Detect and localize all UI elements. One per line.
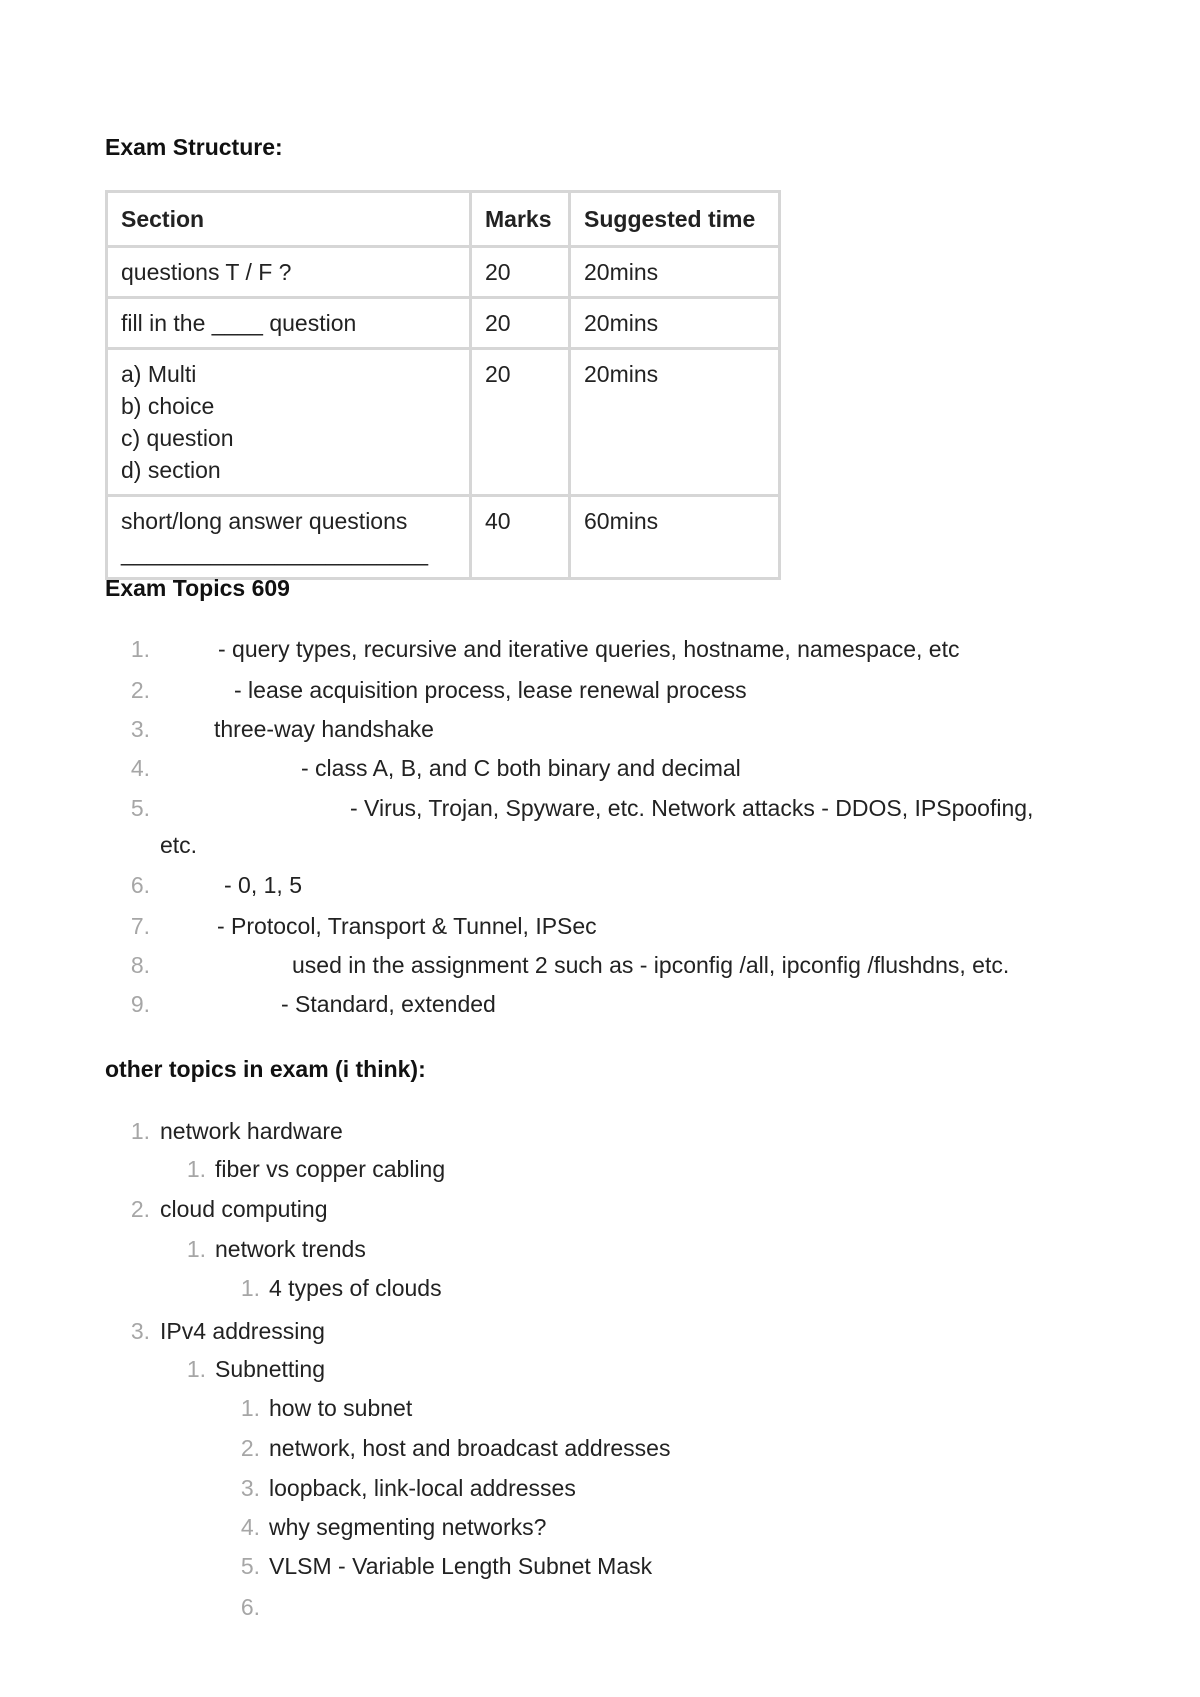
list-text: cloud computing [160,1196,328,1222]
section-cell: fill in the ____ question [107,298,471,349]
list-text: - class A, B, and C both binary and decimal [301,755,741,781]
section-line: short/long answer questions [121,508,408,534]
list-text: etc. [160,832,198,858]
marks-cell: 20 [471,349,570,496]
table-row [107,496,780,579]
list-number: 2. [240,1435,260,1461]
section-line: a) Multi [121,361,197,387]
exam-topics-heading: Exam Topics 609 [105,575,290,601]
column-header-suggested-time: Suggested time [570,192,780,247]
list-text: loopback, link-local addresses [269,1475,576,1501]
list-number: 1. [186,1236,206,1262]
list-number: 4. [130,755,150,781]
table-row [107,298,780,349]
list-number: 2. [130,677,150,703]
exam-structure-heading: Exam Structure: [105,134,283,160]
section-line: b) choice [121,393,215,419]
list-text: - Virus, Trojan, Spyware, etc. Network attacks - DDOS, IPSpoofing, [350,795,1034,821]
list-number: 8. [130,952,150,978]
list-number: 3. [130,716,150,742]
time-cell: 20mins [570,247,780,298]
list-number: 1. [240,1395,260,1421]
list-number: 2. [130,1196,150,1222]
marks-cell: 20 [471,298,570,349]
list-text: - 0, 1, 5 [224,872,302,898]
section-line: d) section [121,457,221,483]
exam-structure-table [105,190,781,580]
list-number: 1. [240,1275,260,1301]
list-number: 1. [186,1156,206,1182]
list-number: 1. [186,1356,206,1382]
time-cell: 60mins [570,496,780,579]
column-header-section: Section [107,192,471,247]
list-text: network hardware [160,1118,343,1144]
list-text: 4 types of clouds [269,1275,442,1301]
list-number: 6. [240,1594,260,1620]
list-text: VLSM - Variable Length Subnet Mask [269,1553,653,1579]
list-text: how to subnet [269,1395,413,1421]
list-text: fiber vs copper cabling [215,1156,446,1182]
section-cell [107,349,471,496]
list-number: 5. [240,1553,260,1579]
list-text: network, host and broadcast addresses [269,1435,671,1461]
table-row [107,247,780,298]
list-number: 1. [130,636,150,662]
list-text: - query types, recursive and iterative queries, hostname, namespace, etc [218,636,960,662]
section-line: c) question [121,425,234,451]
section-cell [107,496,471,579]
marks-cell: 20 [471,247,570,298]
list-number: 6. [130,872,150,898]
list-text: why segmenting networks? [269,1514,547,1540]
other-topics-heading: other topics in exam (i think): [105,1056,426,1082]
list-number: 9. [130,991,150,1017]
section-line: ________________________ [121,540,428,566]
marks-cell: 40 [471,496,570,579]
list-text: - lease acquisition process, lease renewal process [234,677,747,703]
list-number: 3. [130,1318,150,1344]
list-text: used in the assignment 2 such as - ipconfig /all, ipconfig /flushdns, etc. [292,952,1010,978]
table-row [107,349,780,496]
list-number: 5. [130,795,150,821]
list-number: 7. [130,913,150,939]
section-cell: questions T / F ? [107,247,471,298]
list-text: IPv4 addressing [160,1318,325,1344]
list-text: network trends [215,1236,366,1262]
list-text: Subnetting [215,1356,325,1382]
list-text: - Protocol, Transport & Tunnel, IPSec [217,913,597,939]
list-number: 1. [130,1118,150,1144]
list-text: - Standard, extended [281,991,496,1017]
list-number: 3. [240,1475,260,1501]
column-header-marks: Marks [471,192,570,247]
time-cell: 20mins [570,349,780,496]
list-number: 4. [240,1514,260,1540]
time-cell: 20mins [570,298,780,349]
table-header-row [107,192,780,247]
list-text: three-way handshake [214,716,434,742]
